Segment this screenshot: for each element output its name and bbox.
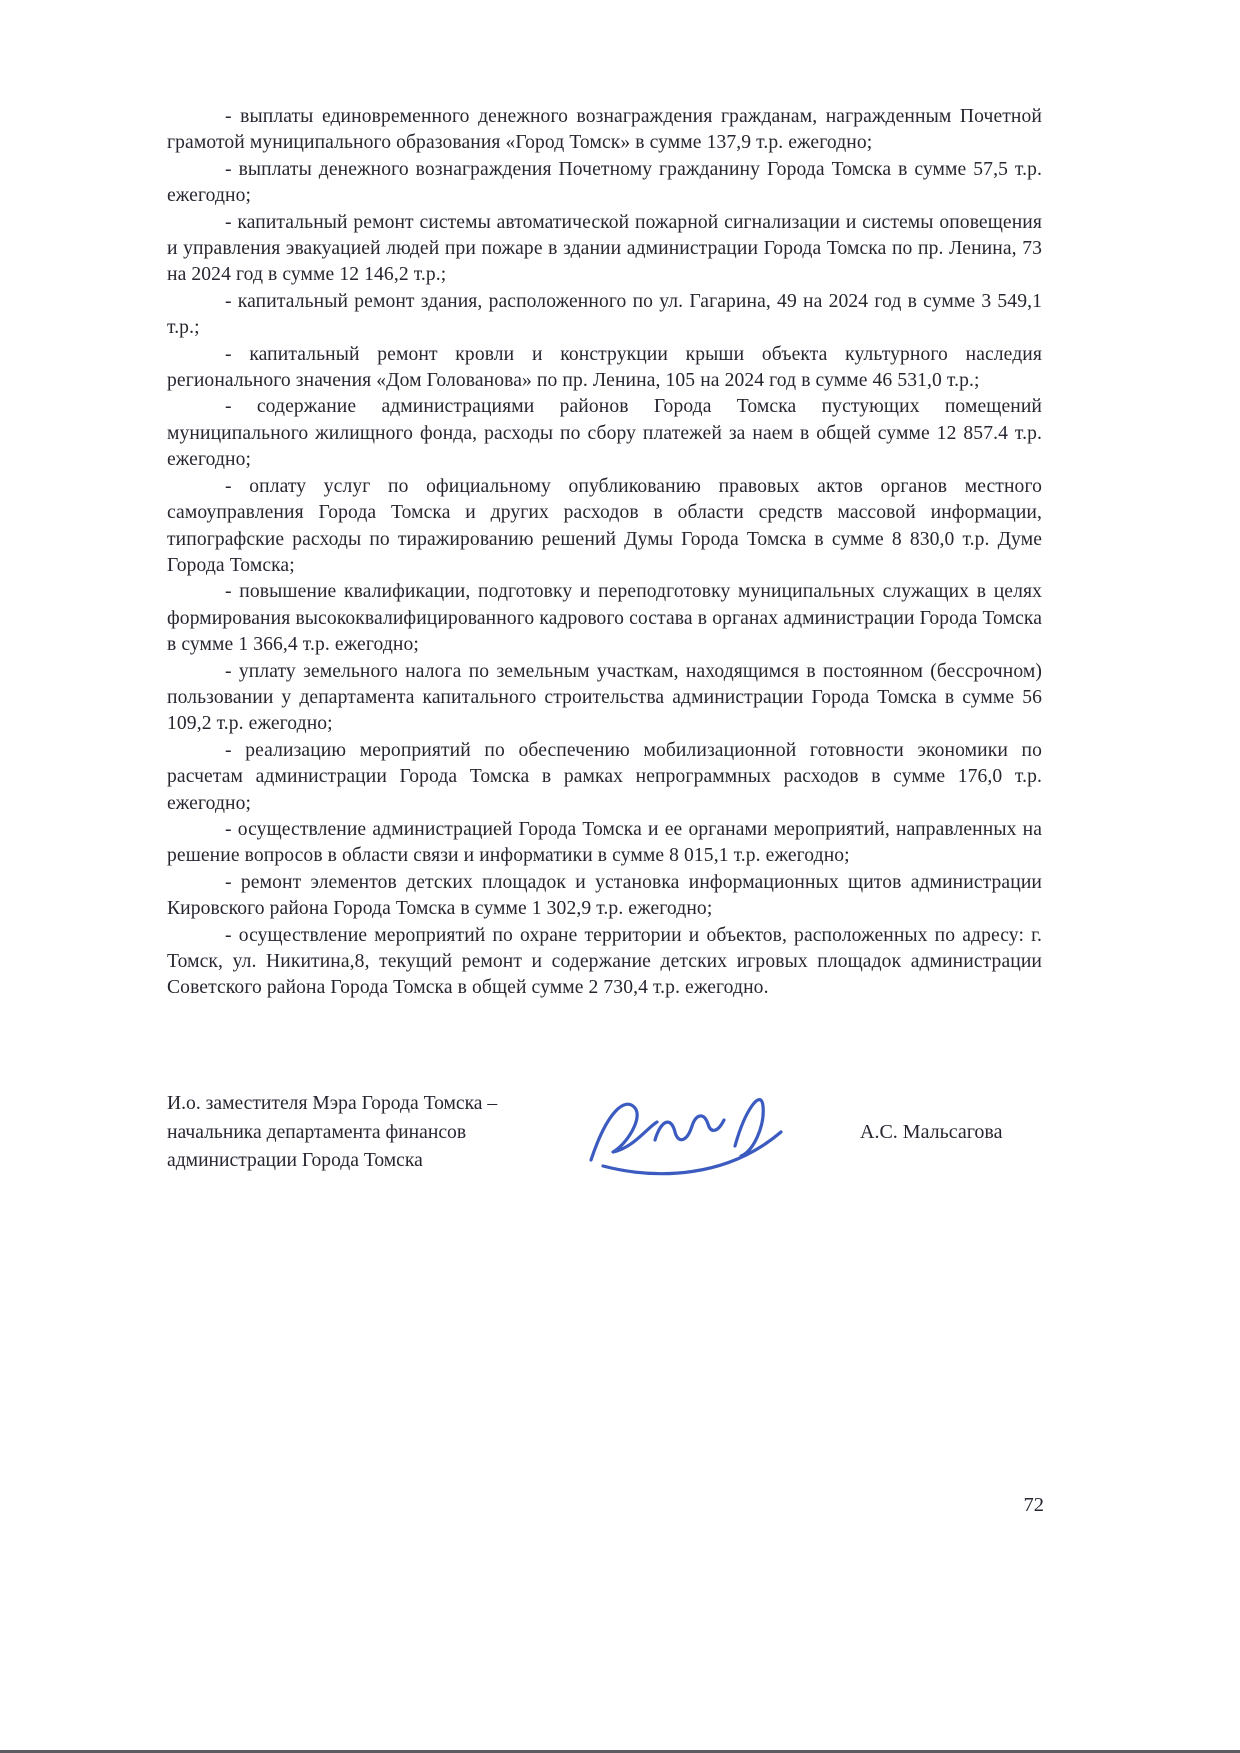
paragraph: - капитальный ремонт системы автоматической пожарной сигнализации и системы оповещения и управления эвакуацией людей при пожаре в здании администрации Города Томска по пр. Ленина, 73 на 2024 год в сумме 12 146,2 т.р.; xyxy=(167,211,1042,286)
paragraph: - реализацию мероприятий по обеспечению мобилизационной готовности экономики по расчетам администрации Города Томска в рамках непрограммных расходов в сумме 176,0 т.р. ежегодно; xyxy=(167,739,1042,814)
paragraph: - выплаты единовременного денежного вознаграждения гражданам, награжденным Почетной грамотой муниципального образования «Город Томск» в сумме 137,9 т.р. ежегодно; xyxy=(167,106,1042,154)
page-number: 72 xyxy=(1023,1494,1044,1516)
paragraph: - капитальный ремонт кровли и конструкции крыши объекта культурного наследия регионального значения «Дом Голованова» по пр. Ленина, 105 на 2024 год в сумме 46 531,0 т.р.; xyxy=(167,343,1042,392)
signatory-title-line: начальника департамента финансов xyxy=(167,1121,467,1143)
paragraph: - выплаты денежного вознаграждения Почетному гражданину Города Томска в сумме 57,5 т.р. ежегодно; xyxy=(167,158,1042,207)
signatory-title-line: администрации Города Томска xyxy=(167,1150,423,1172)
signature-ink xyxy=(591,1099,781,1173)
paragraph: - осуществление администрацией Города Томска и ее органами мероприятий, направленных на решение вопросов в области связи и информатики в сумме 8 015,1 т.р. ежегодно; xyxy=(167,818,1042,867)
paragraph: - ремонт элементов детских площадок и установка информационных щитов администрации Кировского района Города Томска в сумме 1 302,9 т.р. ежегодно; xyxy=(167,871,1042,920)
paragraph: - содержание администрациями районов Города Томска пустующих помещений муниципального жилищного фонда, расходы по сбору платежей за наем в общей сумме 12 857.4 т.р. ежегодно; xyxy=(167,396,1042,471)
document-body xyxy=(167,104,1042,1178)
signature-block xyxy=(167,1088,1042,1178)
paragraph: - уплату земельного налога по земельным участкам, находящимся в постоянном (бессрочном) пользовании у департамента капитального строительства администрации Города Томска в сумме 56 109,2 т.р. ежегодно; xyxy=(167,660,1042,735)
signatory-title-line: И.о. заместителя Мэра Города Томска – xyxy=(167,1093,498,1115)
signatory-name: А.С. Мальсагова xyxy=(860,1121,1003,1144)
paragraph: - капитальный ремонт здания, расположенного по ул. Гагарина, 49 на 2024 год в сумме 3 549,1 т.р.; xyxy=(167,290,1042,339)
signatory-title xyxy=(167,1090,567,1176)
paragraph: - осуществление мероприятий по охране территории и объектов, расположенных по адресу: г. Томск, ул. Никитина,8, текущий ремонт и содержание детских игровых площадок администрации Советского района Города Томска в общей сумме 2 730,4 т.р. ежегодно. xyxy=(167,924,1042,999)
paragraph: - оплату услуг по официальному опубликованию правовых актов органов местного самоуправления Города Томска и других расходов в области средств массовой информации, типографские расходы по тиражированию решений Думы Города Томска в сумме 8 830,0 т.р. Думе Города Томска; xyxy=(167,475,1042,576)
paragraph: - повышение квалификации, подготовку и переподготовку муниципальных служащих в целях формирования высококвалифицированного кадрового состава в органах администрации Города Томска в сумме 1 366,4 т.р. ежегодно; xyxy=(167,581,1042,656)
handwritten-signature-icon xyxy=(577,1082,802,1178)
